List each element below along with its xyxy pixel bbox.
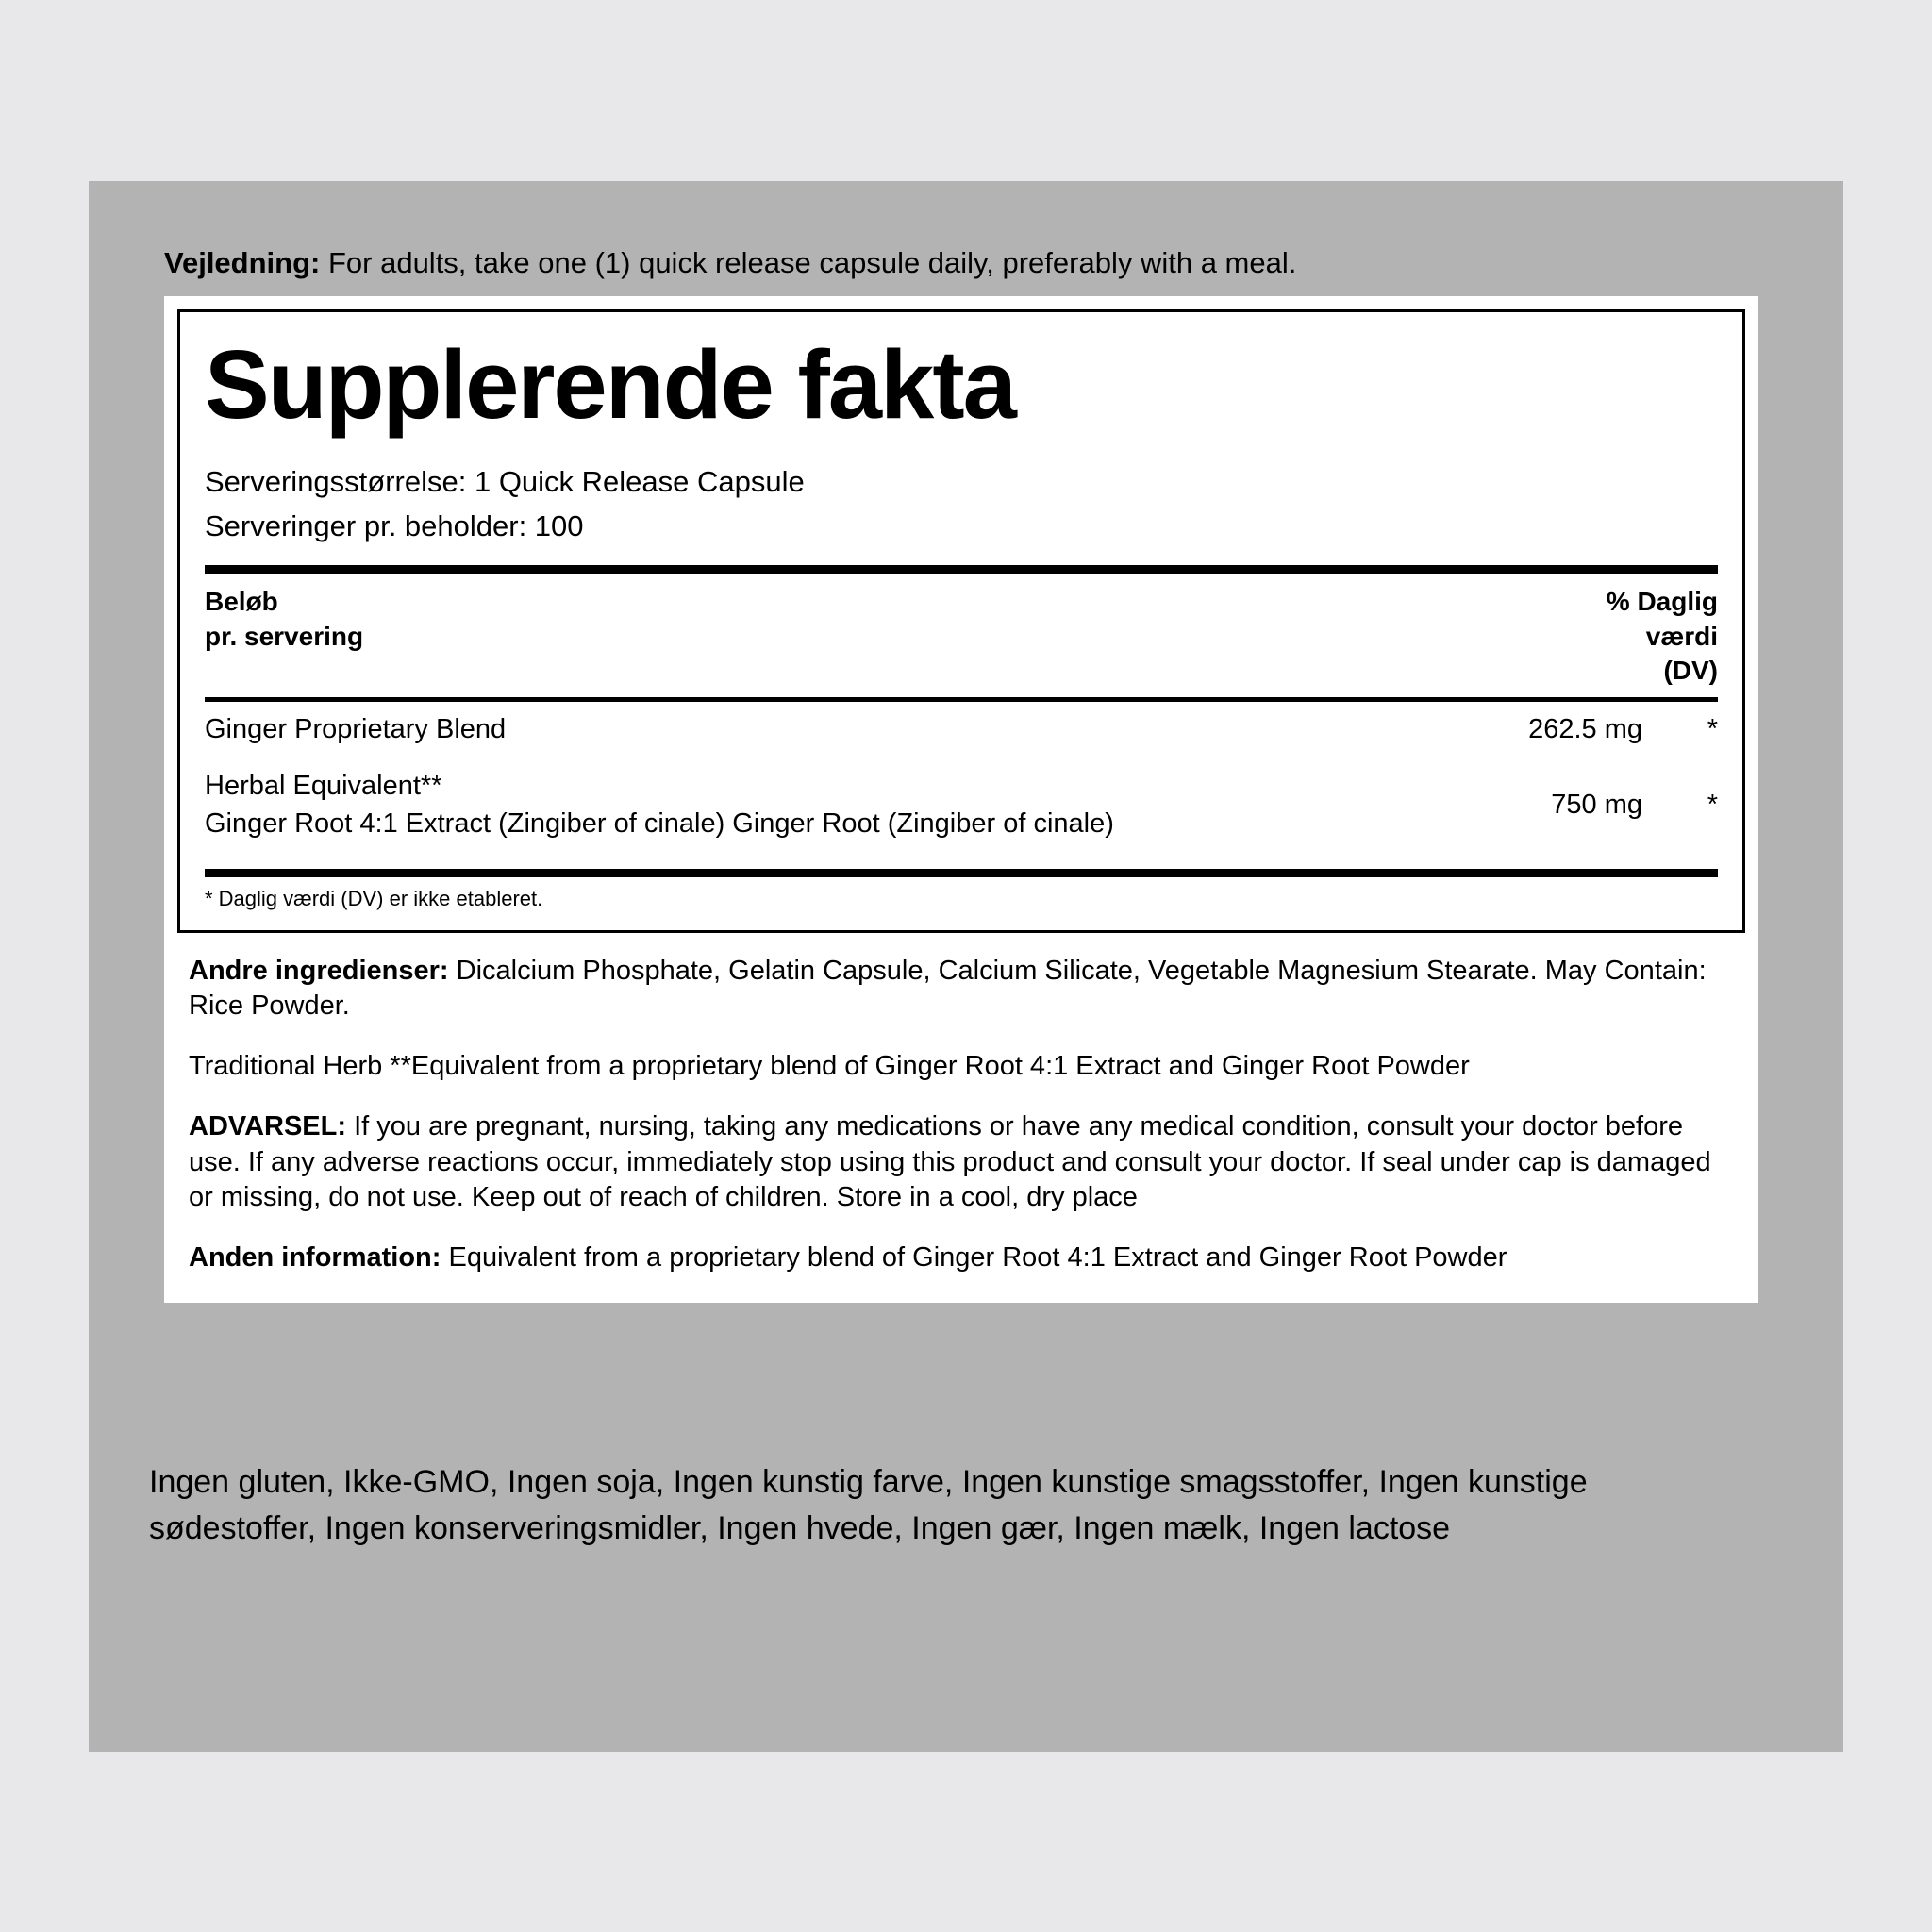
facts-title: Supplerende fakta bbox=[205, 330, 1015, 439]
table-row bbox=[205, 758, 1718, 851]
divider-thick-top bbox=[205, 565, 1718, 574]
directions-label: Vejledning: bbox=[164, 246, 321, 279]
dv-header-line3: (DV) bbox=[1663, 655, 1718, 685]
nutrient-name: Herbal Equivalent** bbox=[205, 771, 442, 802]
directions-line bbox=[164, 245, 1768, 282]
servings-per-container: Serveringer pr. beholder: 100 bbox=[205, 508, 584, 542]
other-ingredients-label: Andre ingredienser: bbox=[189, 955, 449, 986]
nutrient-subname: Ginger Root 4:1 Extract (Zingiber of cinale) Ginger Root (Zingiber of cinale) bbox=[205, 808, 1114, 839]
directions-text: For adults, take one (1) quick release capsule daily, preferably with a meal. bbox=[320, 246, 1297, 279]
divider-thick-bottom bbox=[205, 869, 1718, 877]
warning-paragraph bbox=[189, 1109, 1734, 1216]
warning-text: If you are pregnant, nursing, taking any medications or have any medical condition, consult your doctor before use. If any adverse reactions occur, immediately stop using this product and consult your doctor. If seal under cap is damaged or missing, do not use. Keep out of reach of children. Store in a cool, dry place bbox=[189, 1110, 1711, 1213]
nutrient-name: Ginger Proprietary Blend bbox=[205, 714, 507, 745]
dv-header-line1: % Daglig bbox=[1606, 587, 1718, 617]
other-ingredients-paragraph bbox=[189, 954, 1734, 1024]
daily-value-header bbox=[1607, 585, 1718, 688]
other-information-label: Anden information: bbox=[189, 1241, 441, 1273]
supplement-facts-inner bbox=[177, 309, 1745, 933]
serving-size: Serveringsstørrelse: 1 Quick Release Capsule bbox=[205, 465, 805, 499]
supplement-label-panel bbox=[89, 181, 1843, 1752]
other-information-paragraph bbox=[189, 1241, 1734, 1276]
other-ingredients-text: Dicalcium Phosphate, Gelatin Capsule, Calcium Silicate, Vegetable Magnesium Stearate. May Contain: Rice Powder. bbox=[189, 955, 1707, 1022]
nutrient-amount: 750 mg bbox=[1551, 790, 1642, 821]
dv-header-line2: værdi bbox=[1645, 621, 1718, 651]
warning-label: ADVARSEL: bbox=[189, 1110, 347, 1141]
nutrient-amount: 262.5 mg bbox=[1528, 714, 1642, 745]
nutrient-name-group bbox=[205, 768, 1454, 841]
other-information-block bbox=[164, 933, 1758, 1303]
daily-value-footnote: * Daglig værdi (DV) er ikke etableret. bbox=[205, 886, 543, 910]
amount-header-line1: Beløb bbox=[205, 587, 278, 617]
supplement-facts-box bbox=[164, 296, 1758, 1303]
amount-header-row bbox=[205, 574, 1718, 697]
nutrient-daily-value: * bbox=[1707, 790, 1718, 821]
other-information-text: Equivalent from a proprietary blend of Ginger Root 4:1 Extract and Ginger Root Powder bbox=[441, 1241, 1507, 1273]
amount-per-serving-header bbox=[205, 585, 363, 654]
traditional-herb-paragraph: Traditional Herb **Equivalent from a proprietary blend of Ginger Root 4:1 Extract and Ginger Root Powder bbox=[189, 1051, 1470, 1082]
table-row bbox=[205, 702, 1718, 758]
amount-header-line2: pr. servering bbox=[205, 621, 364, 651]
free-of-claims: Ingen gluten, Ikke-GMO, Ingen soja, Ingen kunstig farve, Ingen kunstige smagsstoffer, Ingen kunstige sødestoffer, Ingen konserveringsmidler, Ingen hvede, Ingen gær, Ingen mælk, Ingen lactose bbox=[149, 1464, 1588, 1547]
nutrient-daily-value: * bbox=[1707, 714, 1718, 745]
